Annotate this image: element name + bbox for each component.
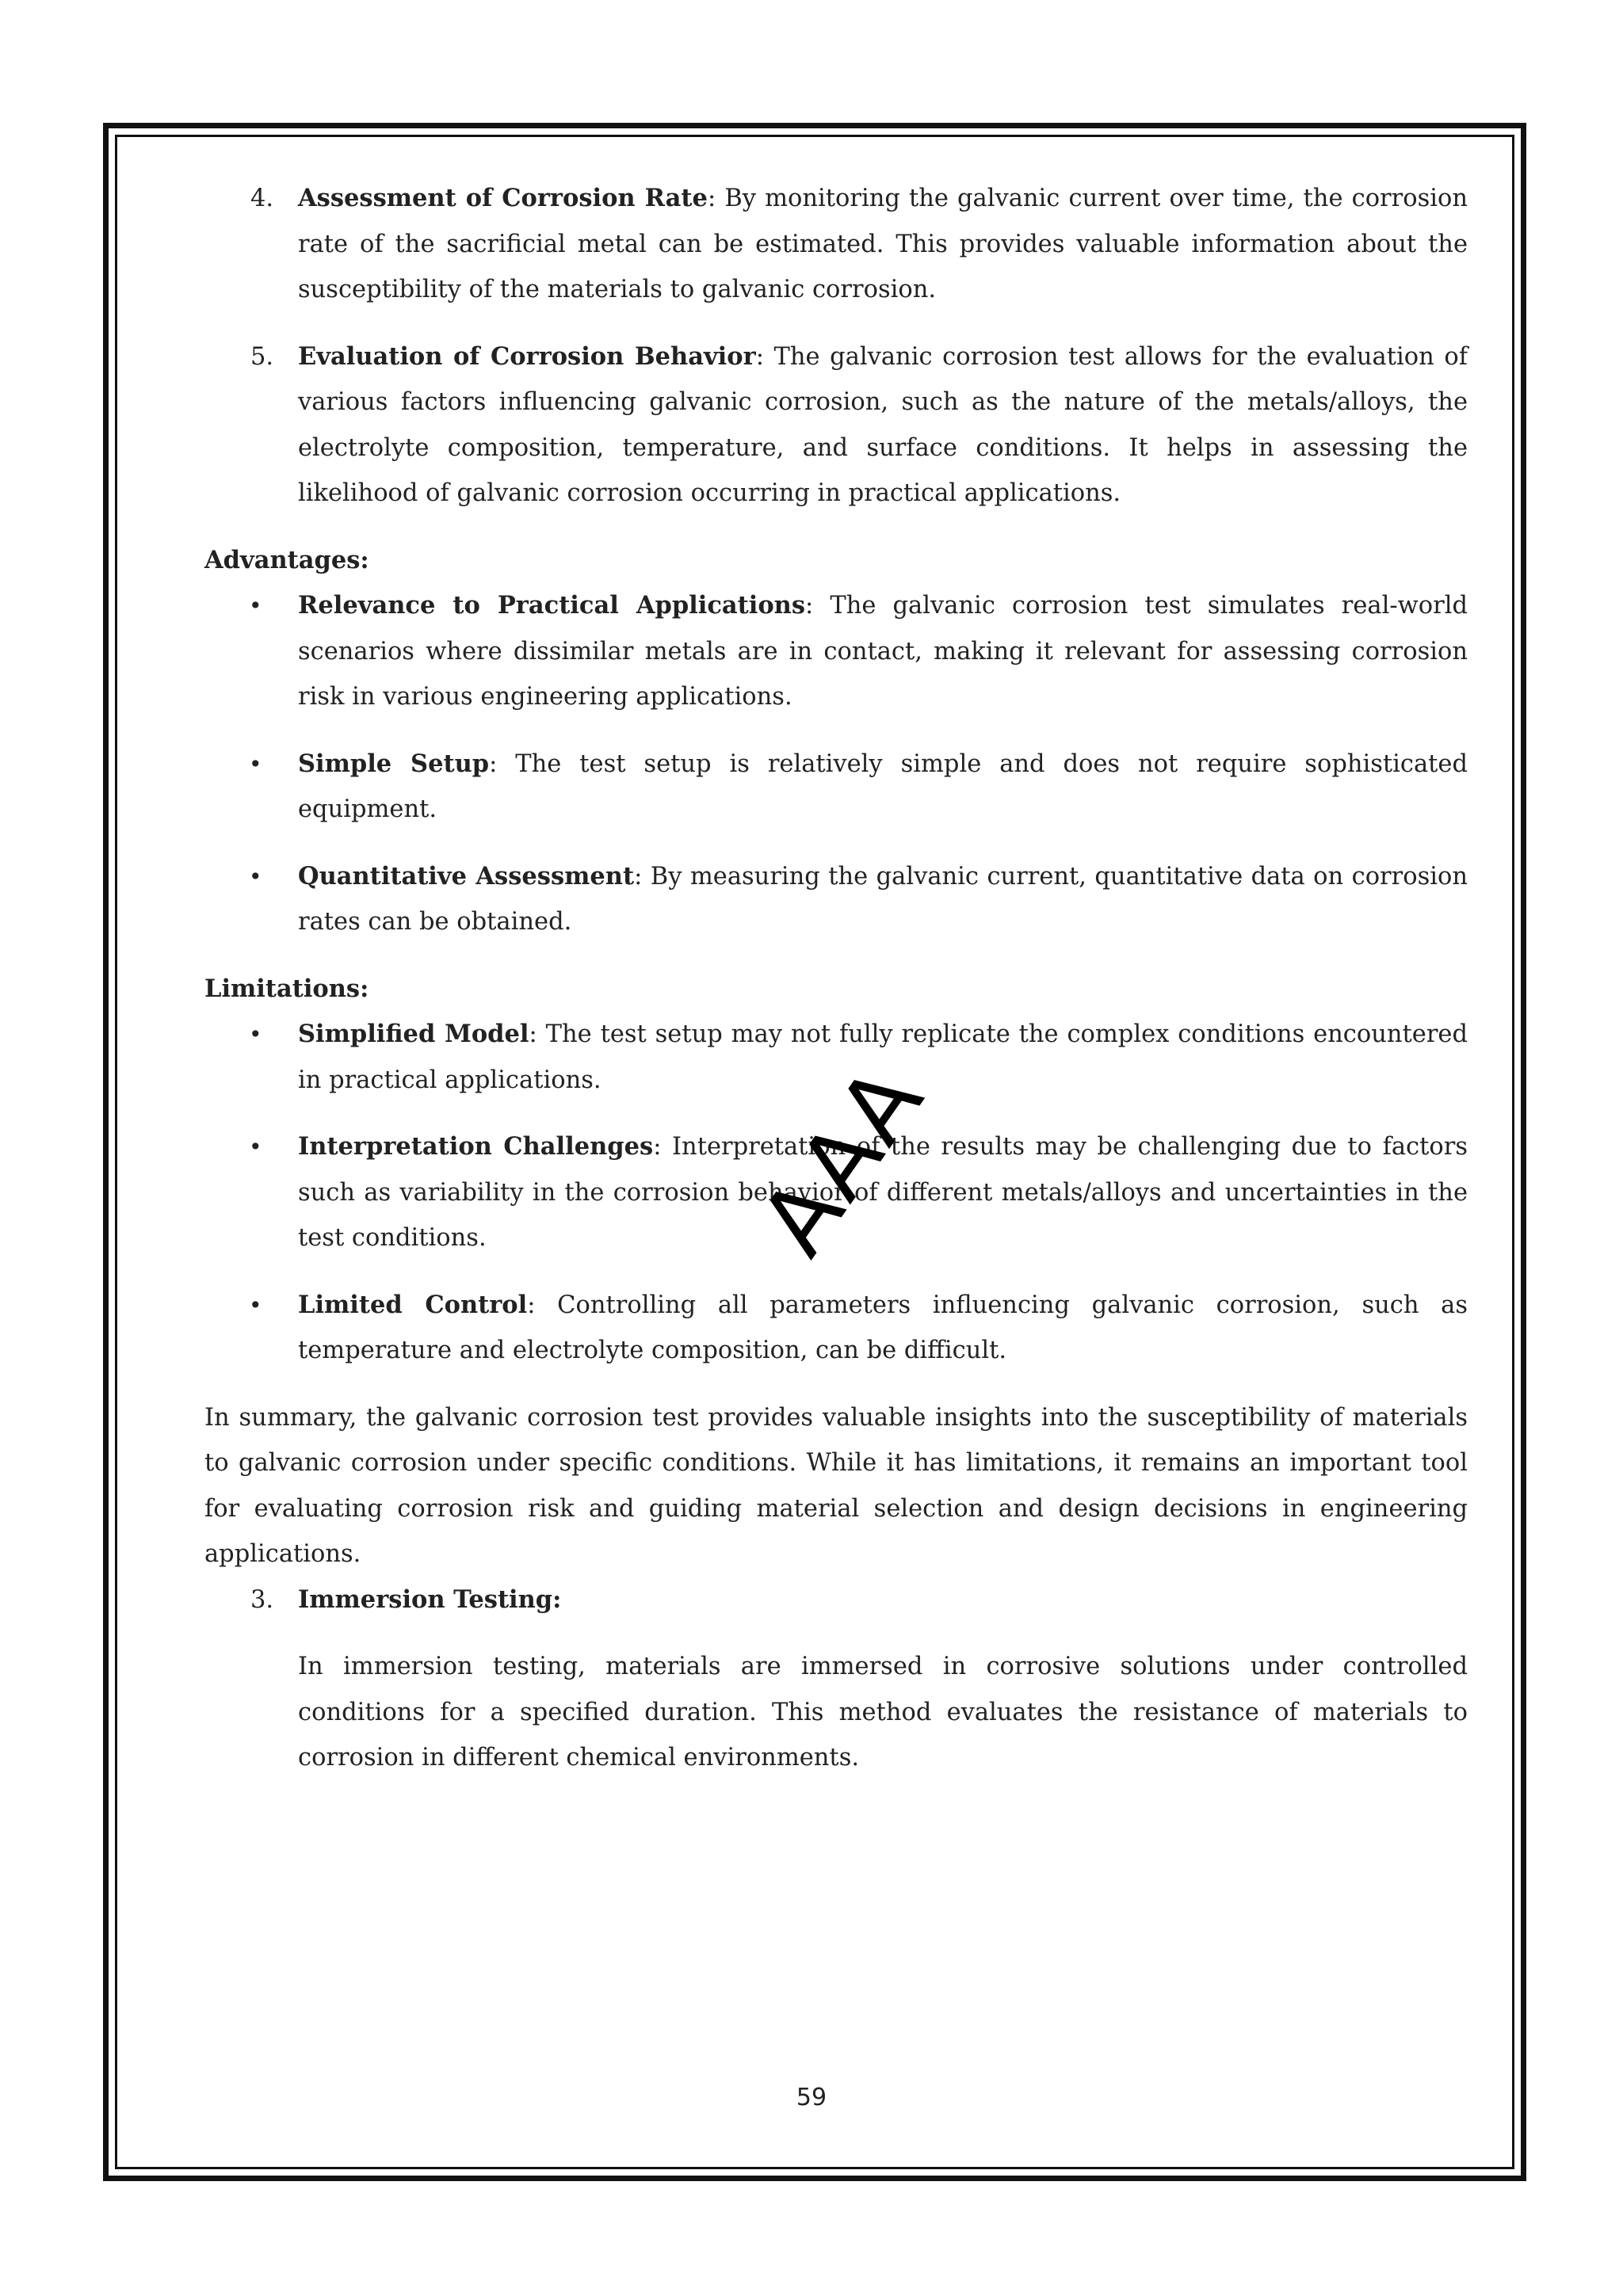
item-text: : The test setup is relatively simple and does not require sophisticated equipment.	[298, 749, 1468, 823]
limitation-item-3	[204, 1283, 1468, 1374]
limitation-item-1	[204, 1012, 1468, 1103]
item-paragraph	[298, 176, 1468, 313]
bullet-icon: •	[249, 863, 262, 890]
numbered-item-4	[204, 176, 1468, 313]
item-text: : By monitoring the galvanic current over time, the corrosion rate of the sacrificial metal can be estimated. This provides valuable information about the susceptibility of the materials to galvanic corrosion.	[298, 185, 1468, 303]
bullet-icon: •	[249, 1291, 262, 1318]
item-text: : The test setup may not fully replicate the complex conditions encountered in practical applications.	[298, 1020, 1468, 1094]
item-text: : By measuring the galvanic current, quantitative data on corrosion rates can be obtained.	[298, 862, 1468, 936]
section-heading-immersion	[204, 1577, 1468, 1623]
limitation-item-2	[204, 1124, 1468, 1261]
item-text: : The galvanic corrosion test simulates real-world scenarios where dissimilar metals are in contact, making it relevant for assessing corrosion risk in various engineering applications.	[298, 592, 1468, 711]
advantage-item-2	[204, 742, 1468, 833]
numbered-item-5	[204, 334, 1468, 517]
item-title: Interpretation Challenges	[298, 1132, 654, 1161]
advantages-heading: Advantages:	[204, 545, 369, 574]
section-title: Immersion Testing:	[298, 1585, 562, 1614]
page-number: 59	[796, 2084, 827, 2111]
watermark: AAA	[739, 1046, 945, 1274]
bullet-icon: •	[249, 1021, 262, 1047]
bullet-icon: •	[249, 1134, 262, 1160]
item-marker: 4.	[250, 185, 274, 212]
item-paragraph	[298, 1124, 1468, 1261]
item-paragraph	[298, 1283, 1468, 1374]
item-paragraph	[298, 854, 1468, 945]
item-title: Simple Setup	[298, 749, 490, 778]
section-title-line	[298, 1577, 1468, 1623]
item-text: : The galvanic corrosion test allows for the evaluation of various factors influencing galvanic corrosion, such as the nature of the metals/alloys, the electrolyte composition, temperature, and surface conditions. It helps in assessing the likelihood of galvanic corrosion occurring in practical applications.	[298, 342, 1468, 507]
item-marker: 5.	[250, 342, 274, 371]
item-paragraph	[298, 334, 1468, 517]
item-title: Simplified Model	[298, 1020, 529, 1048]
item-text: : Controlling all parameters influencing galvanic corrosion, such as temperature and electrolyte composition, can be difficult.	[298, 1291, 1468, 1364]
item-text: : Interpretation of the results may be challenging due to factors such as variability in the corrosion behavior of different metals/alloys and uncertainties in the test conditions.	[298, 1133, 1468, 1252]
bullet-icon: •	[249, 593, 262, 619]
item-paragraph	[298, 742, 1468, 833]
page-content	[204, 176, 1468, 1781]
item-title: Evaluation of Corrosion Behavior	[298, 341, 756, 371]
item-title: Assessment of Corrosion Rate	[298, 184, 708, 212]
advantage-item-1	[204, 583, 1468, 720]
bullet-icon: •	[249, 750, 262, 777]
summary-paragraph: In summary, the galvanic corrosion test provides valuable insights into the susceptibility of materials to galvanic corrosion under specific conditions. While it has limitations, it remains an important tool for evaluating corrosion risk and guiding material selection and design decisions in engineering applications.	[204, 1403, 1468, 1568]
advantage-item-3	[204, 854, 1468, 945]
section-marker: 3.	[250, 1585, 274, 1614]
immersion-paragraph: In immersion testing, materials are immersed in corrosive solutions under controlled conditions for a specified duration. This method evaluates the resistance of materials to corrosion in different chemical environments.	[298, 1653, 1468, 1772]
item-paragraph	[298, 1012, 1468, 1103]
item-paragraph	[298, 583, 1468, 720]
item-title: Limited Control	[298, 1290, 528, 1319]
item-title: Quantitative Assessment	[298, 861, 635, 891]
item-title: Relevance to Practical Applications	[298, 591, 806, 620]
limitations-heading: Limitations:	[204, 974, 369, 1003]
